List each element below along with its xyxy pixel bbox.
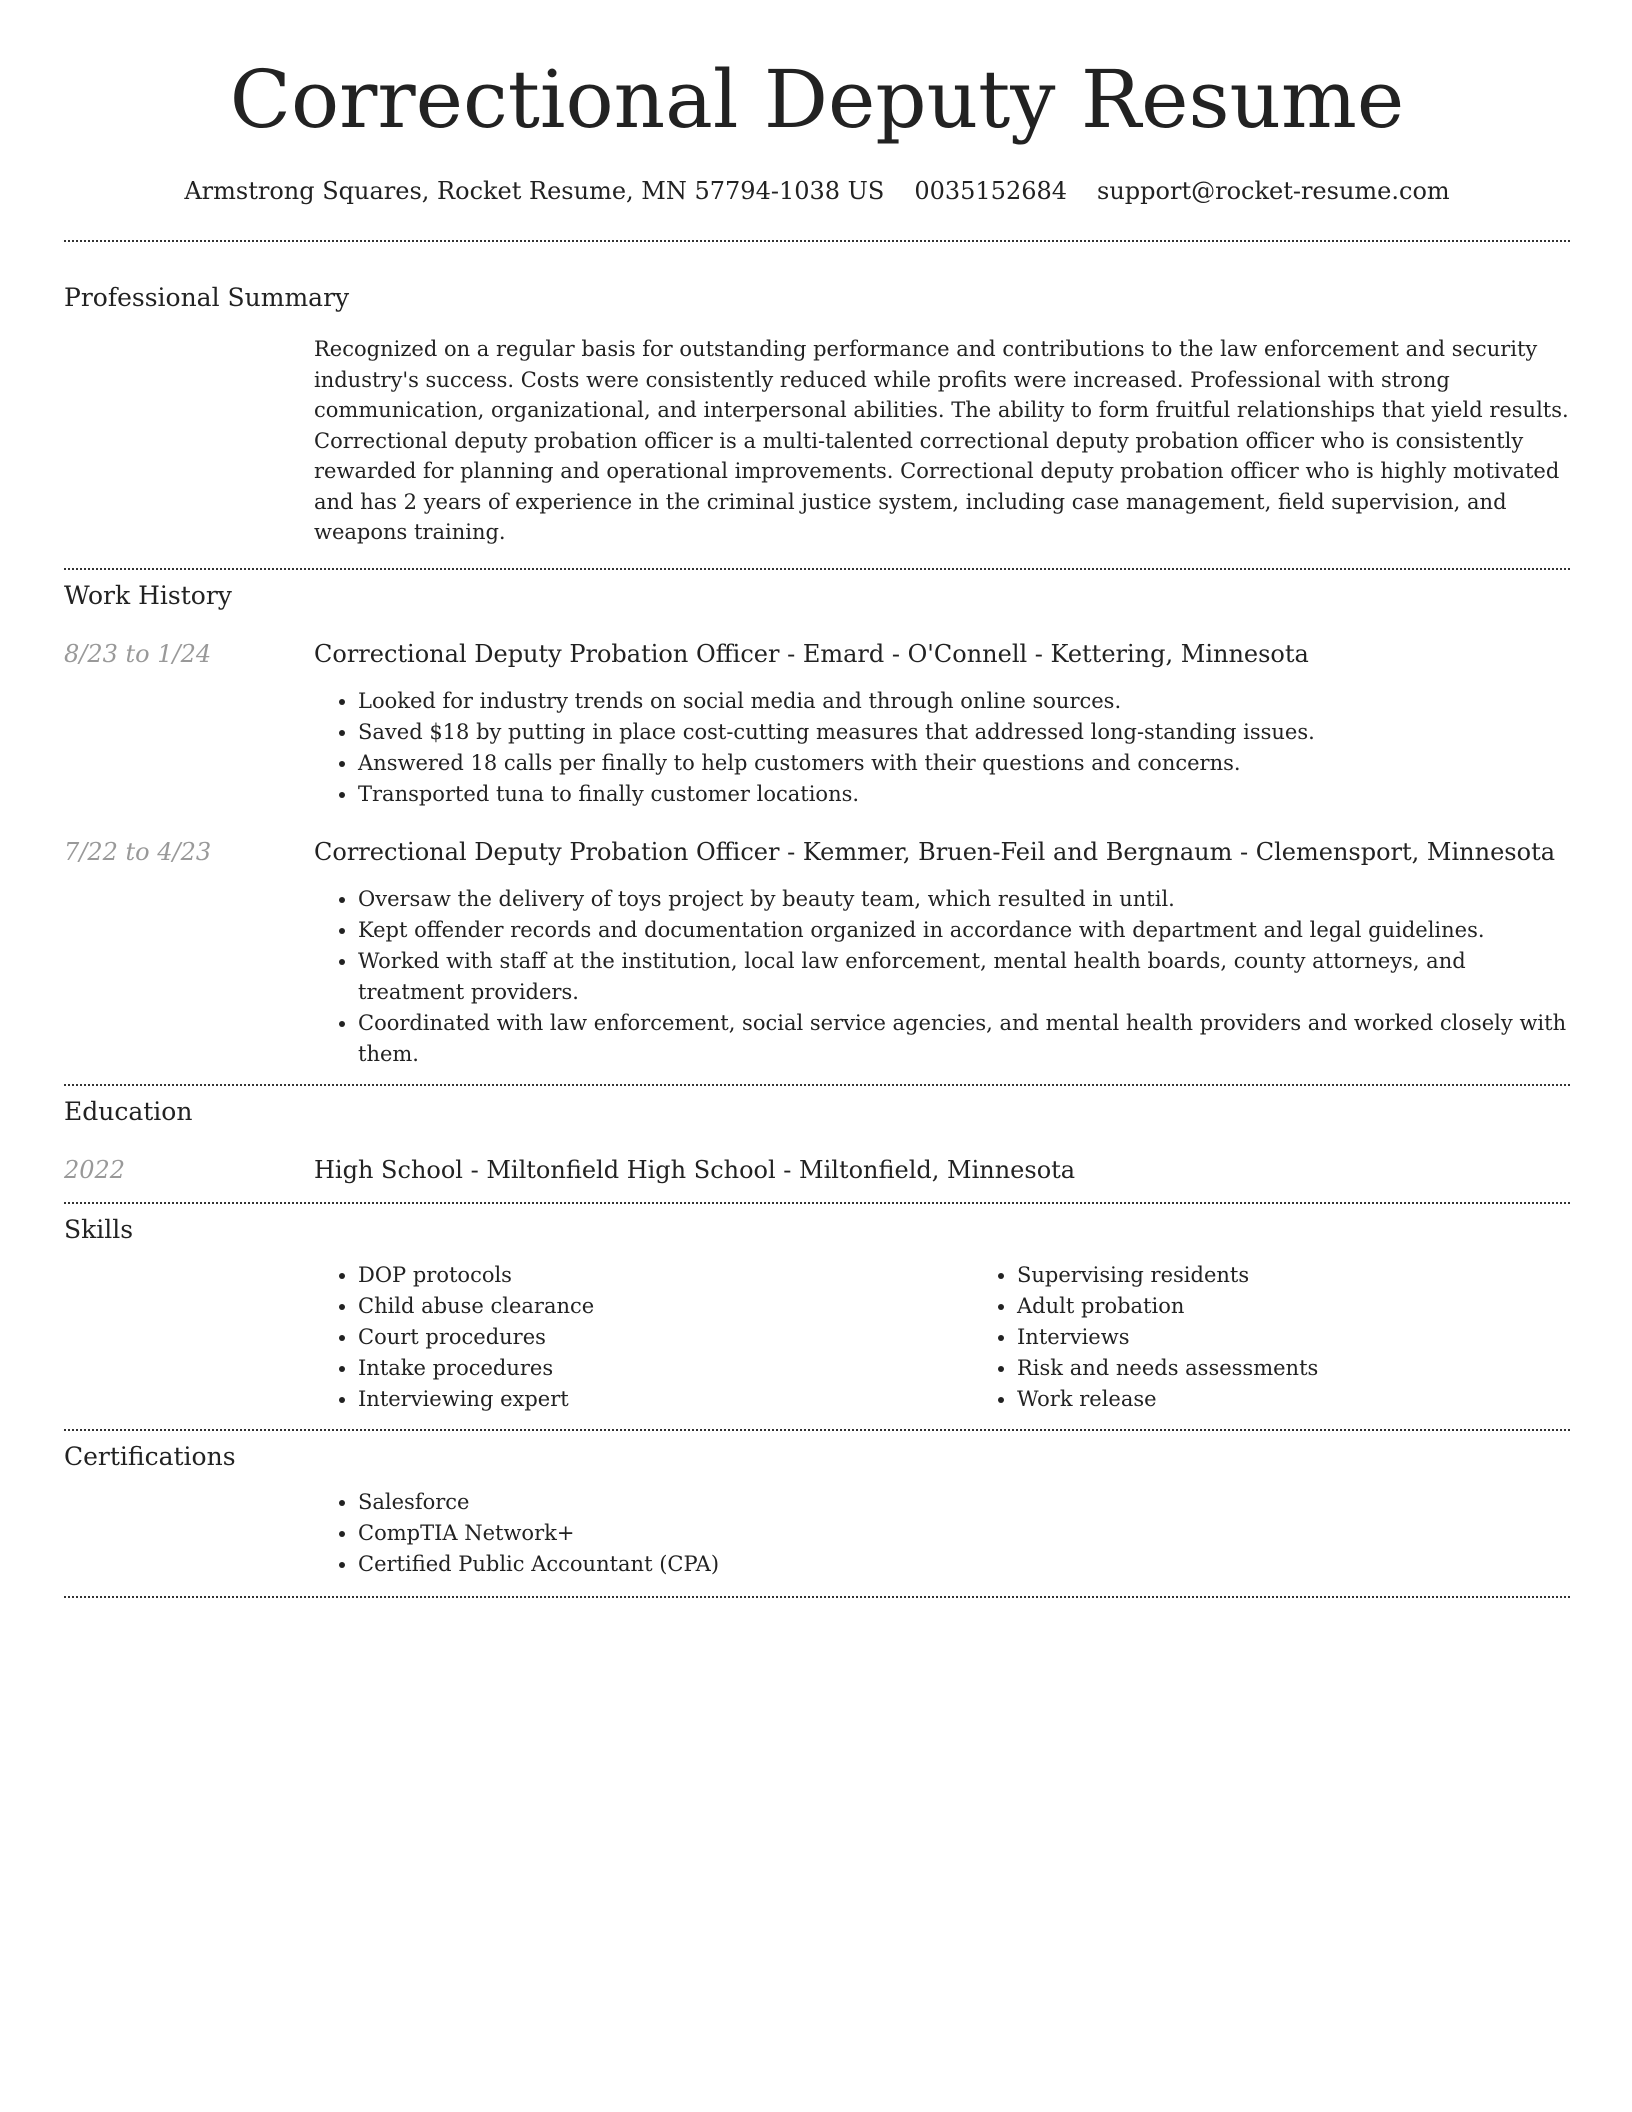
divider [64,1429,1570,1431]
job-title: Correctional Deputy Probation Officer - Kemmer, Bruen-Feil and Bergnaum - Clemensport, Minnesota [314,837,1556,866]
skill-item: • DOP protocols [358,1260,973,1291]
skills-list-right [973,1260,1632,1415]
skills-section [64,1214,1570,1415]
certification-item: • Salesforce [358,1487,1570,1518]
education-entry [64,1154,1570,1186]
skill-item: • Interviewing expert [358,1384,973,1415]
certifications-list [314,1487,1570,1580]
certification-item: • Certified Public Accountant (CPA) [358,1549,1570,1580]
job-bullet: • Coordinated with law enforcement, social service agencies, and mental health providers and worked closely with them. [358,1008,1570,1070]
job-bullet: • Oversaw the delivery of toys project by beauty team, which resulted in until. [358,884,1570,915]
skills-list-left [314,1260,973,1415]
skill-item: • Interviews [1017,1322,1632,1353]
work-history-heading: Work History [64,580,232,610]
contact-phone: 0035152684 [914,177,1068,205]
divider [64,1202,1570,1204]
summary-heading: Professional Summary [64,283,350,312]
certifications-section [64,1441,1570,1580]
skill-item: • Work release [1017,1384,1632,1415]
skill-item: • Risk and needs assessments [1017,1353,1632,1384]
resume-title: Correctional Deputy Resume [229,53,1405,146]
summary-section [64,282,1570,548]
job-bullet: • Worked with staff at the institution, local law enforcement, mental health boards, county attorneys, and treatment providers. [358,946,1570,1008]
divider [64,1596,1570,1598]
summary-text: Recognized on a regular basis for outstanding performance and contributions to the law enforcement and security industry's success. Costs were consistently reduced while profits were increased. Professional with strong communication, organizational, and interpersonal abilities. The ability to form fruitful relationships that yield results. Correctional deputy probation officer is a multi-talented correctional deputy probation officer who is consistently rewarded for planning and operational improvements. Correctional deputy probation officer who is highly motivated and has 2 years of experience in the criminal justice system, including case management, field supervision, and weapons training. [314,337,1569,544]
job-dates: 7/22 to 4/23 [64,837,212,866]
job-entry [64,836,1570,1070]
divider [64,1084,1570,1086]
job-dates: 8/23 to 1/24 [64,639,212,668]
work-history-section [64,580,1570,1070]
education-year: 2022 [64,1155,126,1184]
skill-item: • Child abuse clearance [358,1291,973,1322]
resume-page [64,0,1570,1598]
contact-address: Armstrong Squares, Rocket Resume, MN 57794-1038 US [184,177,885,205]
skill-item: • Intake procedures [358,1353,973,1384]
skill-item: • Adult probation [1017,1291,1632,1322]
education-heading: Education [64,1096,193,1126]
job-title: Correctional Deputy Probation Officer - Emard - O'Connell - Kettering, Minnesota [314,639,1309,668]
certification-item: • CompTIA Network+ [358,1518,1570,1549]
job-bullet: • Answered 18 calls per finally to help customers with their questions and concerns. [358,748,1570,779]
certifications-heading: Certifications [64,1441,236,1471]
divider [64,568,1570,570]
education-section [64,1096,1570,1186]
job-bullet: • Saved $18 by putting in place cost-cutting measures that addressed long-standing issues. [358,717,1570,748]
divider [64,240,1570,242]
contact-line [64,176,1570,206]
skills-heading: Skills [64,1214,134,1244]
contact-email: support@rocket-resume.com [1097,177,1450,205]
skill-item: • Supervising residents [1017,1260,1632,1291]
job-bullet: • Looked for industry trends on social media and through online sources. [358,686,1570,717]
job-bullet: • Kept offender records and documentation organized in accordance with department and legal guidelines. [358,915,1570,946]
education-title: High School - Miltonfield High School - Miltonfield, Minnesota [314,1155,1076,1184]
job-entry [64,638,1570,810]
skill-item: • Court procedures [358,1322,973,1353]
job-bullet: • Transported tuna to finally customer locations. [358,779,1570,810]
